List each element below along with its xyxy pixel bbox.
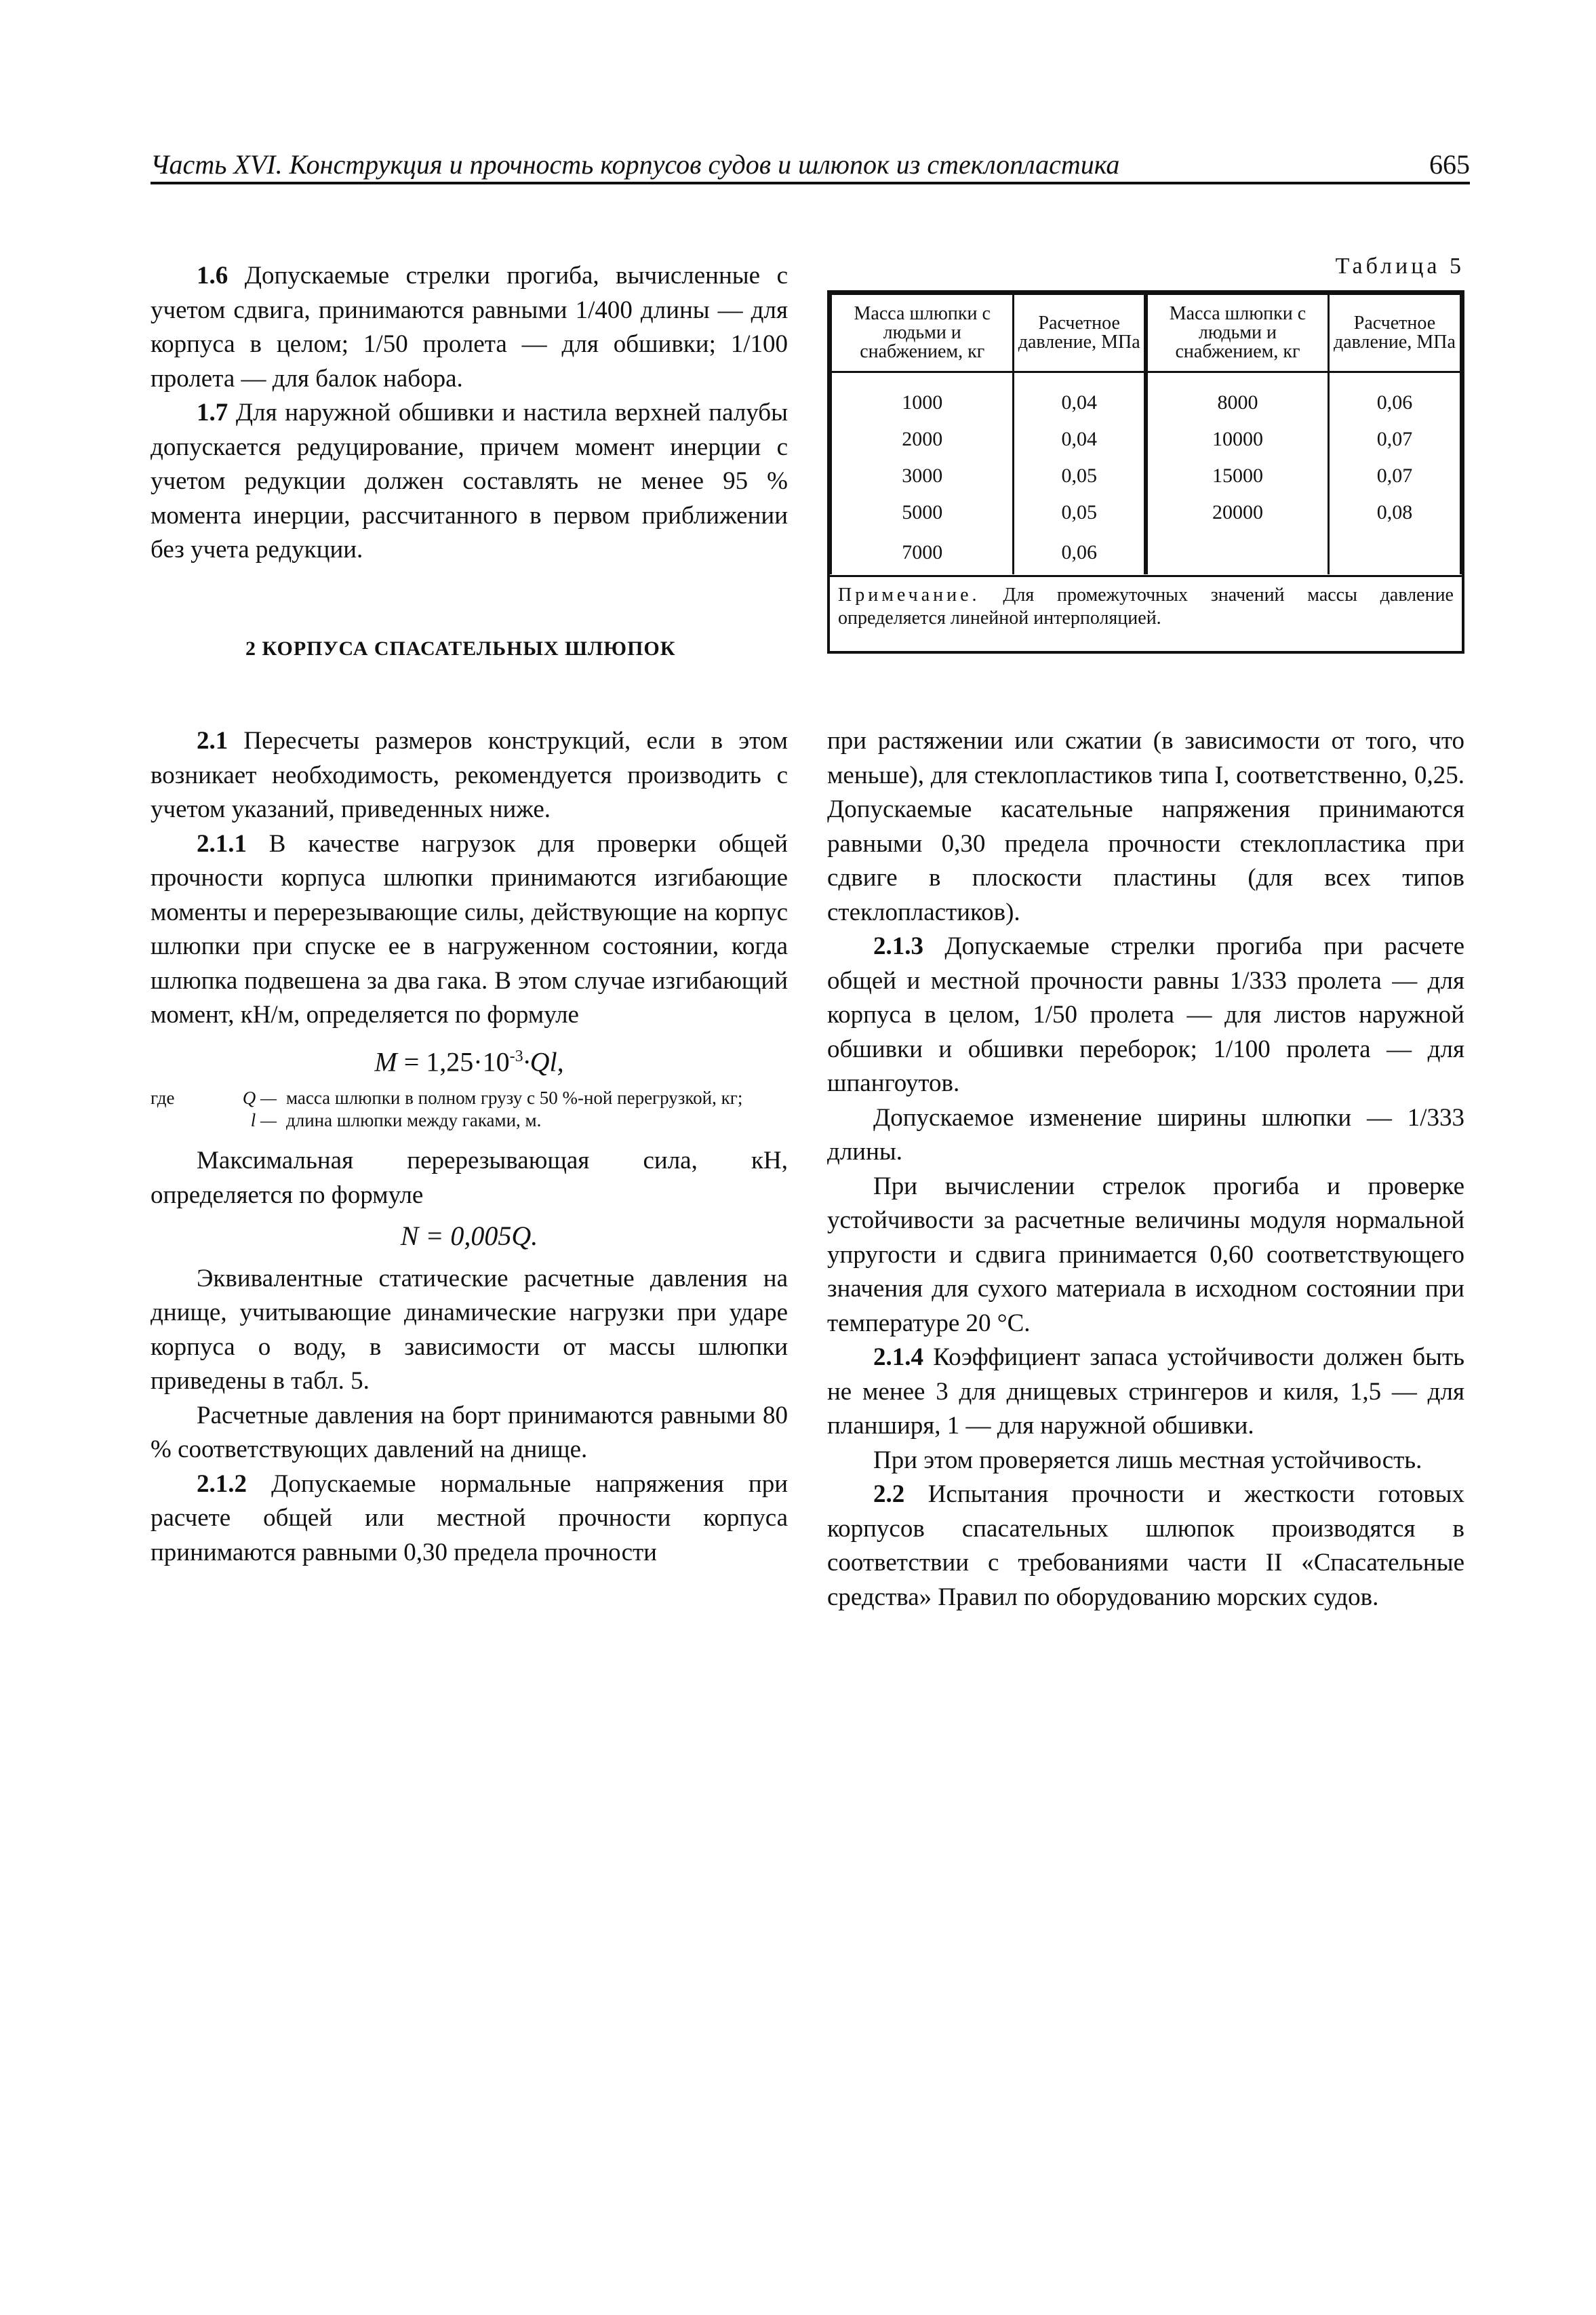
table-row [831,458,1461,494]
legend-text: длина шлюпки между гаками, м. [286,1110,542,1131]
table-cell: 0,07 [1328,458,1460,494]
table-header-row [831,294,1461,372]
table-header-cell: Масса шлюпки с людьми и снабжением, кг [1146,294,1328,372]
clause-number: 1.7 [197,399,228,427]
legend-symbol: Q — [242,1088,277,1109]
table-cell: 0,05 [1014,458,1146,494]
paragraph-text: Для наружной обшивки и настила верхней палубы допускается редуцирование, причем момент инерции с учетом редукции должен составлять не менее 95 % момента инерции, рассчитанного в первом приближении без учета редукции. [151,399,788,563]
table-cell: 20000 [1146,494,1328,531]
legend-symbol: l — [250,1110,277,1131]
formula-shear-force: N = 0,005Q. [400,1221,538,1252]
table-header-cell: Масса шлюпки с людьми и снабжением, кг [831,294,1014,372]
clause-number: 2.1.1 [197,829,247,858]
paragraph-2-1-3 [827,930,1464,1101]
paragraph-2-1-1 [151,827,788,1033]
table-cell: 0,07 [1328,421,1460,458]
paragraph-deflection-calc: При вычислении стрелок прогиба и проверке устойчивости за расчетные величины модуля нормальной упругости и сдвига принимается 0,60 соответствующего значения для сухого материала в исходном состоянии при температуре 20 °С. [827,1172,1464,1337]
legend-spacer [151,1109,218,1132]
paragraph-local-stability: При этом проверяется лишь местная устойчивость. [873,1446,1422,1474]
legend-where: где [151,1088,175,1109]
formula-part: = 1,25·10 [397,1046,510,1077]
paragraph-text: Испытания прочности и жесткости готовых корпусов спасательных шлюпок производятся в соответствии с требованиями части II «Спасательные средства» Правил по оборудованию морских судов. [827,1480,1464,1611]
paragraph-text: Коэффициент запаса устойчивости должен быть не менее 3 для днищевых стрингеров и киля, 1,5 — для планширя, 1 — для наружной обшивки. [827,1343,1464,1440]
paragraph-continuation: при растяжении или сжатии (в зависимости от того, что меньше), для стеклопластиков типа I, соответственно, 0,25. Допускаемые касательные напряжения принимаются равными 0,30 предела прочности стеклопластика при сдвиге в плоскости пластины (для всех типов стеклопластиков). [827,727,1464,926]
data-table [830,293,1462,574]
formula-part: ·Ql, [523,1046,564,1077]
table-cell: 0,05 [1014,494,1146,531]
formula-legend [151,1087,788,1132]
table-header-cell: Расчетное давление, МПа [1014,294,1146,372]
table-row [831,372,1461,422]
paragraph-1-7 [151,396,788,568]
formula-exponent: -3 [509,1047,523,1065]
table-cell: 1000 [831,372,1014,422]
table-row [831,421,1461,458]
section-heading: 2 КОРПУСА СПАСАТЕЛЬНЫХ ШЛЮПОК [245,637,676,660]
paragraph-2-1-2 [151,1467,788,1570]
right-column-main [827,724,1464,1615]
clause-number: 2.2 [873,1480,905,1508]
clause-number: 1.6 [197,262,228,290]
paragraph-text: Пересчеты размеров конструкций, если в этом возникает необходимость, рекомендуется производить с учетом указаний, приведенных ниже. [151,727,788,823]
legend-row-l [151,1109,788,1132]
page-number: 665 [1429,149,1470,180]
table-cell [1146,531,1328,574]
legend-text: масса шлюпки в полном грузу с 50 %-ной перегрузкой, кг; [286,1088,743,1109]
table-cell: 10000 [1146,421,1328,458]
clause-number: 2.1.3 [873,932,923,960]
table-cell: 7000 [831,531,1014,574]
clause-number: 2.1.4 [873,1343,923,1371]
clause-number: 2.1 [197,727,228,755]
table-note [830,575,1462,651]
paragraph-2-2 [827,1478,1464,1615]
table-cell [1328,531,1460,574]
paragraph-width-change: Допускаемое изменение ширины шлюпки — 1/333 длины. [827,1103,1464,1166]
paragraph-side-pressure: Расчетные давления на борт принимаются равными 80 % соответствующих давлений на днище. [151,1401,788,1464]
table-cell: 0,06 [1014,531,1146,574]
paragraph-text: Допускаемые стрелки прогиба, вычисленные с учетом сдвига, принимаются равными 1/400 длины — для корпуса в целом; 1/50 пролета — для обшивки; 1/100 пролета — для балок набора. [151,262,788,393]
running-header [151,144,1470,184]
table-cell: 15000 [1146,458,1328,494]
table-cell: 0,06 [1328,372,1460,422]
table-5 [827,290,1464,654]
table-cell: 8000 [1146,372,1328,422]
table-cell: 0,04 [1014,372,1146,422]
table-cell: 0,04 [1014,421,1146,458]
table-row [831,531,1461,574]
paragraph-shear-force: Максимальная перерезывающая сила, кН, определяется по формуле [151,1147,788,1209]
clause-number: 2.1.2 [197,1469,247,1498]
table-cell: 0,08 [1328,494,1460,531]
left-column-top [151,259,788,568]
header-title: Часть XVI. Конструкция и прочность корпусов судов и шлюпок из стеклопластика [151,149,1120,180]
paragraph-text: Допускаемые нормальные напряжения при расчете общей или местной прочности корпуса принимаются равными 0,30 предела прочности [151,1469,788,1566]
header-rule [151,182,1470,184]
paragraph-2-1 [151,724,788,827]
paragraph-1-6 [151,259,788,396]
formula-bending-moment [151,1040,788,1080]
formula-part: M [374,1046,397,1077]
paragraph-text: В качестве нагрузок для проверки общей прочности корпуса шлюпки принимаются изгибающие моменты и перерезывающие силы, действующие на корпус шлюпки при спуске ее в нагруженном состоянии, когда шлюпка подвешена за два гака. В этом случае изгибающий момент, кН/м, определяется по формуле [151,829,788,1029]
table-cell: 5000 [831,494,1014,531]
paragraph-text: Допускаемые стрелки прогиба при расчете общей и местной прочности равны 1/333 пролета — для корпуса в целом, 1/50 пролета — для листов наружной обшивки и обшивки переборок; 1/100 пролета — для шпангоутов. [827,932,1464,1097]
paragraph-2-1-4 [827,1341,1464,1444]
paragraph-bottom-pressure: Эквивалентные статические расчетные давления на днище, учитывающие динамические нагрузки при ударе корпуса о воду, в зависимости от массы шлюпки приведены в табл. 5. [151,1264,788,1396]
left-column-main [151,724,788,1570]
note-label: Примечание. [838,585,980,606]
legend-row-q [151,1087,788,1109]
table-cell: 3000 [831,458,1014,494]
table-caption: Таблица 5 [1335,254,1464,279]
note-text: Для промежуточных значений массы давление определяется линейной интерполяцией. [838,585,1454,629]
table-cell: 2000 [831,421,1014,458]
table-row [831,494,1461,531]
table-header-cell: Расчетное давление, МПа [1328,294,1460,372]
